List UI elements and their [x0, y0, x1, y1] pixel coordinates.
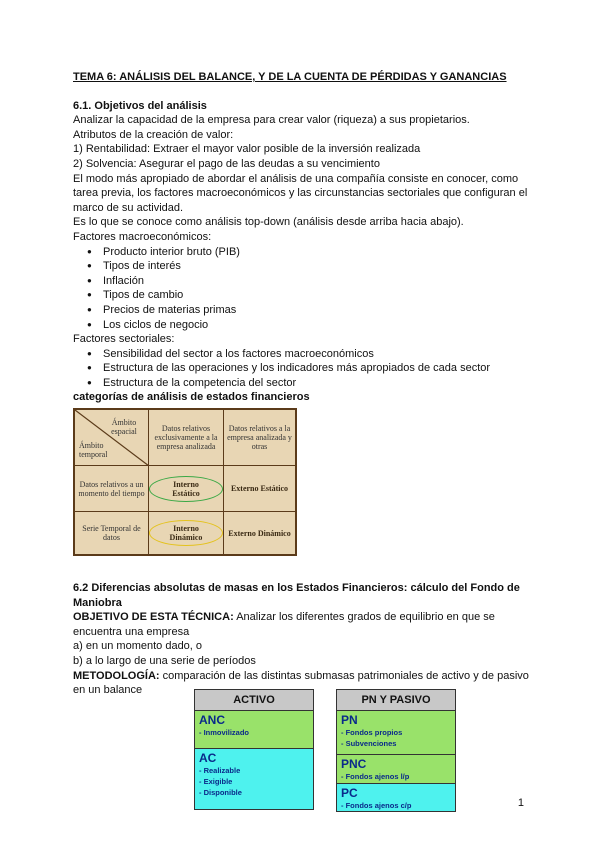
paragraph: b) a lo largo de una serie de períodos: [73, 655, 256, 668]
matrix-cell-externo-estatico: Externo Estático: [224, 466, 295, 512]
balance-diagram: [194, 689, 460, 809]
matrix-header-col2: Datos relativos a la empresa analizada y otras: [224, 410, 295, 466]
pn-item: - Fondos propios: [341, 728, 403, 737]
section-heading-objetivos: 6.1. Objetivos del análisis: [73, 99, 207, 112]
matrix-cell-interno-estatico: [149, 466, 224, 512]
list-item: ● Sensibilidad del sector a los factores macroeconómicos: [103, 347, 533, 362]
matrix-corner-cell: [75, 410, 149, 466]
list-label: Factores sectoriales:: [73, 333, 175, 346]
sector-factors-list: [73, 347, 533, 391]
paragraph: Atributos de la creación de valor:: [73, 128, 234, 141]
matrix-header-row2: Serie Temporal de datos: [75, 512, 149, 554]
paragraph: 1) Rentabilidad: Extraer el mayor valor posible de la inversión realizada: [73, 143, 421, 156]
list-item: ● Los ciclos de negocio: [103, 318, 533, 333]
paragraph: a) en un momento dado, o: [73, 640, 203, 653]
list-item: ● Inflación: [103, 274, 533, 289]
pn-block: [337, 711, 455, 755]
activo-header: ACTIVO: [195, 690, 313, 711]
objetivo-text: Analizar los diferentes grados de equilibrio en que se encuentra una empresa: [73, 611, 495, 638]
interno-estatico-label: Interno Estático: [149, 476, 223, 502]
ac-item: - Exigible: [199, 777, 233, 786]
pc-label: PC: [341, 786, 358, 800]
matrix-header-col1: Datos relativos exclusivamente a la empresa analizada: [149, 410, 224, 466]
activo-column: [194, 689, 314, 810]
ambito-espacial-label: Ámbito espacial: [111, 418, 137, 437]
ac-label: AC: [199, 751, 217, 765]
paragraph: Es lo que se conoce como análisis top-down (análisis desde arriba hacia abajo).: [73, 216, 464, 229]
metodologia-text: comparación de las distintas submasas patrimoniales de activo y de pasivo en un balance: [73, 669, 529, 697]
matrix-cell-externo-dinamico: Externo Dinámico: [228, 528, 291, 538]
matrix-cell-interno-dinamico: [149, 512, 224, 554]
paragraph: Analizar la capacidad de la empresa para crear valor (riqueza) a sus propietarios.: [73, 114, 470, 127]
list-item: ● Estructura de las operaciones y los indicadores más apropiados de cada sector: [103, 361, 533, 376]
pasivo-column: [336, 689, 456, 812]
list-item: ● Estructura de la competencia del sector: [103, 376, 533, 391]
ac-block: [195, 749, 313, 809]
anc-item: - Inmovilizado: [199, 728, 250, 737]
matrix-header-row1: Datos relativos a un momento del tiempo: [75, 466, 149, 512]
macro-factors-list: [73, 245, 533, 333]
pnc-block: [337, 755, 455, 784]
pn-label: PN: [341, 713, 358, 727]
page-number: 1: [517, 797, 524, 809]
list-item: ● Tipos de cambio: [103, 288, 533, 303]
list-item: ● Producto interior bruto (PIB): [103, 245, 533, 260]
list-item: ● Tipos de interés: [103, 259, 533, 274]
pnc-item: - Fondos ajenos l/p: [341, 772, 410, 781]
section-heading-diferencias: 6.2 Diferencias absolutas de masas en los Estados Financieros: cálculo del Fondo de Maniobra: [73, 582, 520, 609]
ambito-temporal-label: Ámbito temporal: [79, 441, 108, 460]
pnc-label: PNC: [341, 757, 367, 771]
pc-block: [337, 784, 455, 811]
interno-dinamico-label: Interno Dinámico: [149, 520, 223, 546]
ac-item: - Disponible: [199, 788, 242, 797]
categories-label: categorías de análisis de estados financieros: [73, 391, 310, 404]
paragraph: 2) Solvencia: Asegurar el pago de las deudas a su vencimiento: [73, 157, 380, 170]
anc-label: ANC: [199, 713, 225, 727]
paragraph: [73, 610, 533, 639]
pasivo-header: PN Y PASIVO: [337, 690, 455, 711]
paragraph: El modo más apropiado de abordar el análisis de una compañía consiste en conocer, como tarea previa, los factores macroeconómicos y las circunstancias sectoriales que configuran el marco de su actividad.: [73, 172, 528, 214]
metodologia-label: METODOLOGÍA:: [73, 669, 160, 682]
list-item: ● Precios de materias primas: [103, 303, 533, 318]
analysis-categories-matrix: [73, 408, 297, 556]
pc-item: - Fondos ajenos c/p: [341, 801, 412, 810]
objetivo-label: OBJETIVO DE ESTA TÉCNICA:: [73, 611, 234, 624]
document-body: [73, 70, 533, 698]
list-label: Factores macroeconómicos:: [73, 230, 212, 243]
document-title: TEMA 6: ANÁLISIS DEL BALANCE, Y DE LA CUENTA DE PÉRDIDAS Y GANANCIAS: [73, 71, 507, 83]
ac-item: - Realizable: [199, 766, 241, 775]
anc-block: [195, 711, 313, 749]
pn-item: - Subvenciones: [341, 739, 397, 748]
